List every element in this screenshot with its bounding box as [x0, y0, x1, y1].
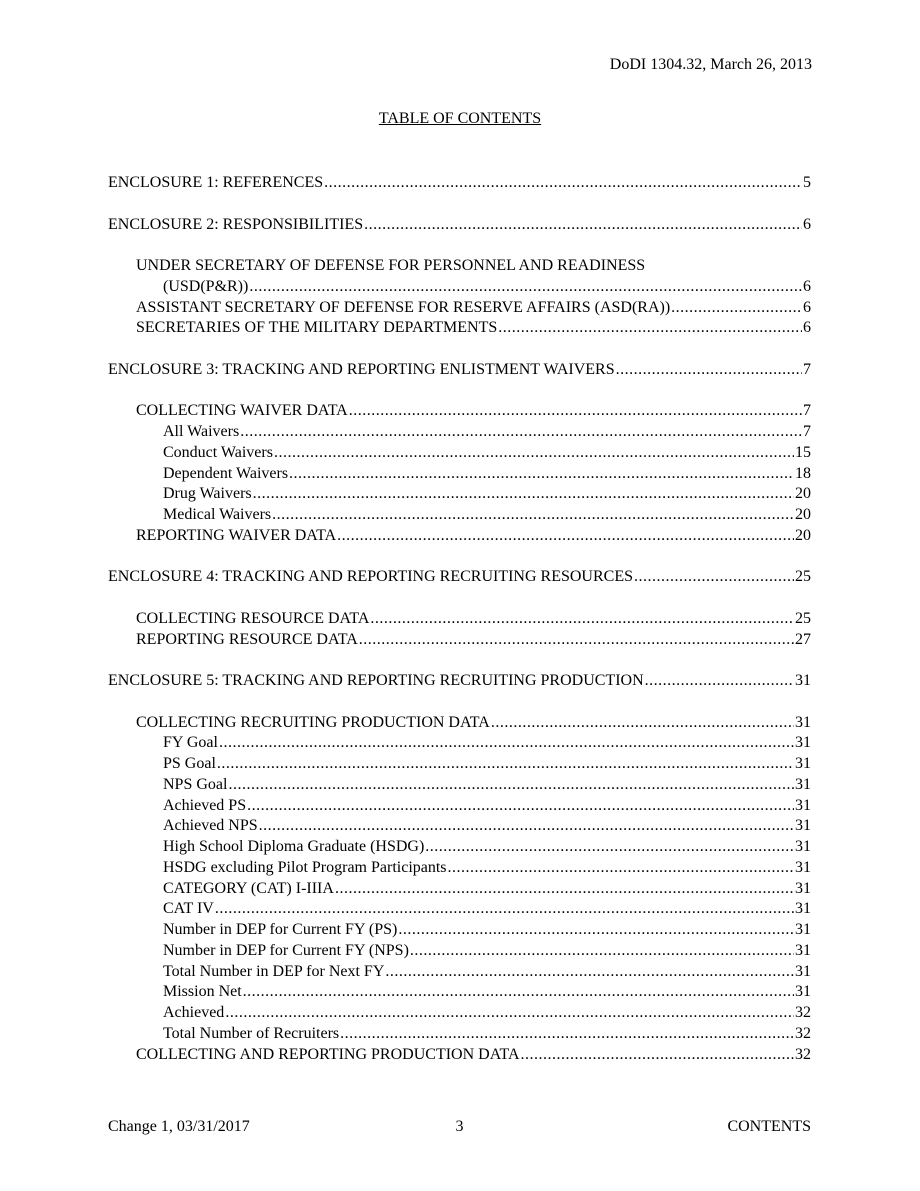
footer-page-number: 3: [455, 1118, 464, 1135]
leader-dots: [498, 318, 802, 339]
toc-entry-page: 7: [803, 423, 811, 440]
toc-entry-collecting-waiver-data[interactable]: [108, 401, 811, 422]
toc-entry-collecting-resource-data[interactable]: [108, 609, 811, 630]
leader-dots: [410, 941, 794, 962]
toc-entry-title: Achieved: [163, 1004, 225, 1021]
toc-entry-usd-pr-cont[interactable]: [108, 277, 811, 298]
toc-entry-page: 31: [795, 900, 811, 918]
table-of-contents: [108, 173, 811, 1065]
footer-change: Change 1, 03/31/2017: [108, 1118, 250, 1135]
toc-entry-total-recruiters[interactable]: [108, 1024, 811, 1045]
toc-entry-title: COLLECTING RESOURCE DATA: [136, 609, 370, 627]
toc-entry-title: Achieved PS: [163, 796, 247, 814]
toc-entry-title: CATEGORY (CAT) I-IIIA: [163, 879, 334, 897]
toc-entry-title: UNDER SECRETARY OF DEFENSE FOR PERSONNEL AND READINESS: [136, 257, 646, 274]
toc-entry-title: COLLECTING AND REPORTING PRODUCTION DATA: [136, 1045, 520, 1063]
toc-entry-conduct-waivers[interactable]: [108, 443, 811, 464]
toc-entry-title: PS Goal: [163, 755, 216, 772]
leader-dots: [225, 1003, 794, 1024]
leader-dots: [359, 630, 794, 651]
toc-entry-title: SECRETARIES OF THE MILITARY DEPARTMENTS: [136, 319, 498, 337]
leader-dots: [247, 796, 794, 817]
toc-entry-medical-waivers[interactable]: [108, 505, 811, 526]
toc-entry-enclosure-4[interactable]: [108, 567, 811, 588]
toc-entry-nps-goal[interactable]: [108, 775, 811, 796]
leader-dots: [272, 505, 794, 526]
leader-dots: [259, 816, 794, 837]
toc-entry-cat-i-iiia[interactable]: [108, 879, 811, 900]
toc-entry-achieved-nps[interactable]: [108, 816, 811, 837]
toc-entry-page: 20: [795, 506, 811, 523]
toc-entry-title: Drug Waivers: [163, 485, 252, 503]
toc-entry-page: 31: [795, 838, 811, 855]
toc-entry-page: 32: [795, 1004, 811, 1021]
toc-entry-collecting-recruiting-production-data[interactable]: [108, 713, 811, 734]
leader-dots: [521, 1045, 794, 1066]
leader-dots: [337, 526, 794, 547]
toc-entry-page: 31: [795, 796, 811, 814]
toc-entry-page: 27: [795, 630, 811, 648]
leader-dots: [324, 173, 802, 194]
toc-entry-title: ASSISTANT SECRETARY OF DEFENSE FOR RESERVE AFFAIRS (ASD(RA)): [136, 298, 671, 316]
toc-entry-page: 31: [795, 962, 811, 980]
leader-dots: [243, 982, 794, 1003]
toc-entry-title: Conduct Waivers: [163, 443, 273, 461]
leader-dots: [215, 899, 794, 920]
toc-entry-title: Dependent Waivers: [163, 464, 289, 482]
toc-entry-page: 31: [795, 983, 811, 1001]
toc-entry-enclosure-3[interactable]: [108, 360, 811, 381]
leader-dots: [634, 567, 794, 588]
toc-entry-title: NPS Goal: [163, 775, 228, 793]
toc-entry-page: 31: [795, 941, 811, 959]
toc-entry-page: 31: [795, 817, 811, 835]
footer-section: CONTENTS: [727, 1118, 811, 1135]
leader-dots: [253, 484, 794, 505]
leader-dots: [370, 609, 794, 630]
toc-entry-title: HSDG excluding Pilot Program Participants: [163, 858, 447, 876]
toc-entry-page: 6: [803, 298, 811, 316]
toc-entry-reporting-waiver-data[interactable]: [108, 526, 811, 547]
toc-entry-page: 32: [795, 1024, 811, 1042]
toc-entry-page: 5: [803, 174, 811, 191]
toc-entry-hsdg[interactable]: [108, 837, 811, 858]
leader-dots: [364, 215, 802, 236]
leader-dots: [274, 443, 794, 464]
toc-entry-achieved-ps[interactable]: [108, 796, 811, 817]
leader-dots: [217, 754, 794, 775]
toc-entry-secretaries[interactable]: [108, 318, 811, 339]
leader-dots: [645, 671, 794, 692]
toc-entry-page: 31: [795, 755, 811, 772]
document-header: DoDI 1304.32, March 26, 2013: [609, 56, 812, 73]
toc-entry-dep-current-fy-ps[interactable]: [108, 920, 811, 941]
toc-entry-title: Medical Waivers: [163, 506, 272, 523]
toc-entry-page: 20: [795, 526, 811, 544]
leader-dots: [671, 298, 802, 319]
toc-entry-dep-next-fy[interactable]: [108, 962, 811, 983]
toc-entry-title: ENCLOSURE 5: TRACKING AND REPORTING RECRUITING PRODUCTION: [108, 672, 644, 689]
toc-entry-enclosure-2[interactable]: [108, 215, 811, 236]
toc-entry-all-waivers[interactable]: [108, 422, 811, 443]
toc-entry-mission-net[interactable]: [108, 982, 811, 1003]
toc-entry-usd-pr[interactable]: [108, 256, 811, 277]
leader-dots: [491, 713, 794, 734]
leader-dots: [385, 962, 794, 983]
toc-entry-title: COLLECTING WAIVER DATA: [136, 402, 348, 420]
toc-entry-page: 31: [795, 775, 811, 793]
toc-entry-title: ENCLOSURE 3: TRACKING AND REPORTING ENLISTMENT WAIVERS: [108, 360, 615, 378]
toc-entry-title: (USD(P&R)): [163, 277, 249, 295]
toc-entry-title: ENCLOSURE 4: TRACKING AND REPORTING RECRUITING RESOURCES: [108, 568, 633, 586]
toc-entry-title: Number in DEP for Current FY (NPS): [163, 941, 409, 959]
toc-entry-enclosure-1[interactable]: [108, 173, 811, 194]
toc-entry-cat-iv[interactable]: [108, 899, 811, 920]
toc-entry-achieved[interactable]: [108, 1003, 811, 1024]
toc-entry-page: 25: [795, 609, 811, 627]
leader-dots: [240, 422, 802, 443]
toc-entry-collecting-and-reporting-production-data[interactable]: [108, 1045, 811, 1066]
toc-entry-page: 25: [795, 568, 811, 586]
leader-dots: [340, 1024, 794, 1045]
toc-entry-page: 6: [803, 215, 811, 233]
toc-entry-page: 20: [795, 485, 811, 503]
toc-entry-page: 31: [795, 734, 811, 752]
toc-entry-ps-goal[interactable]: [108, 754, 811, 775]
toc-title: TABLE OF CONTENTS: [378, 110, 542, 127]
toc-entry-page: 6: [803, 277, 811, 295]
toc-entry-title: COLLECTING RECRUITING PRODUCTION DATA: [136, 713, 490, 731]
toc-entry-page: 15: [795, 443, 811, 461]
leader-dots: [448, 858, 794, 879]
leader-dots: [398, 920, 794, 941]
toc-entry-drug-waivers[interactable]: [108, 484, 811, 505]
toc-entry-title: Total Number of Recruiters: [163, 1024, 340, 1042]
leader-dots: [228, 775, 794, 796]
toc-entry-dependent-waivers[interactable]: [108, 464, 811, 485]
toc-entry-fy-goal[interactable]: [108, 733, 811, 754]
toc-entry-title: All Waivers: [163, 423, 240, 440]
leader-dots: [289, 464, 794, 485]
leader-dots: [425, 837, 794, 858]
toc-entry-page: 32: [795, 1045, 811, 1063]
leader-dots: [616, 360, 802, 381]
toc-entry-page: 31: [795, 858, 811, 876]
toc-entry-title: FY Goal: [163, 734, 218, 752]
leader-dots: [219, 733, 794, 754]
toc-entry-title: Mission Net: [163, 983, 242, 1001]
toc-entry-page: 7: [803, 402, 811, 420]
leader-dots: [349, 401, 802, 422]
toc-entry-page: 31: [795, 921, 811, 938]
toc-entry-title: REPORTING WAIVER DATA: [136, 526, 337, 544]
toc-entry-asd-ra[interactable]: [108, 298, 811, 319]
leader-dots: [249, 277, 802, 298]
toc-entry-title: ENCLOSURE 1: REFERENCES: [108, 174, 324, 191]
toc-entry-title: REPORTING RESOURCE DATA: [136, 630, 358, 648]
toc-entry-title: Achieved NPS: [163, 817, 258, 835]
leader-dots: [335, 879, 794, 900]
toc-entry-page: 6: [803, 319, 811, 337]
toc-entry-title: CAT IV: [163, 900, 214, 918]
toc-entry-page: 31: [795, 713, 811, 731]
toc-entry-hsdg-excluding-pilot[interactable]: [108, 858, 811, 879]
toc-entry-reporting-resource-data[interactable]: [108, 630, 811, 651]
toc-entry-page: 7: [803, 360, 811, 378]
toc-entry-title: Number in DEP for Current FY (PS): [163, 921, 398, 938]
toc-entry-title: High School Diploma Graduate (HSDG): [163, 838, 425, 855]
toc-entry-page: 18: [795, 464, 811, 482]
toc-entry-title: ENCLOSURE 2: RESPONSIBILITIES: [108, 215, 364, 233]
toc-entry-dep-current-fy-nps[interactable]: [108, 941, 811, 962]
toc-entry-page: 31: [795, 672, 811, 689]
toc-entry-enclosure-5[interactable]: [108, 671, 811, 692]
toc-entry-title: Total Number in DEP for Next FY: [163, 962, 385, 980]
toc-entry-page: 31: [795, 879, 811, 897]
